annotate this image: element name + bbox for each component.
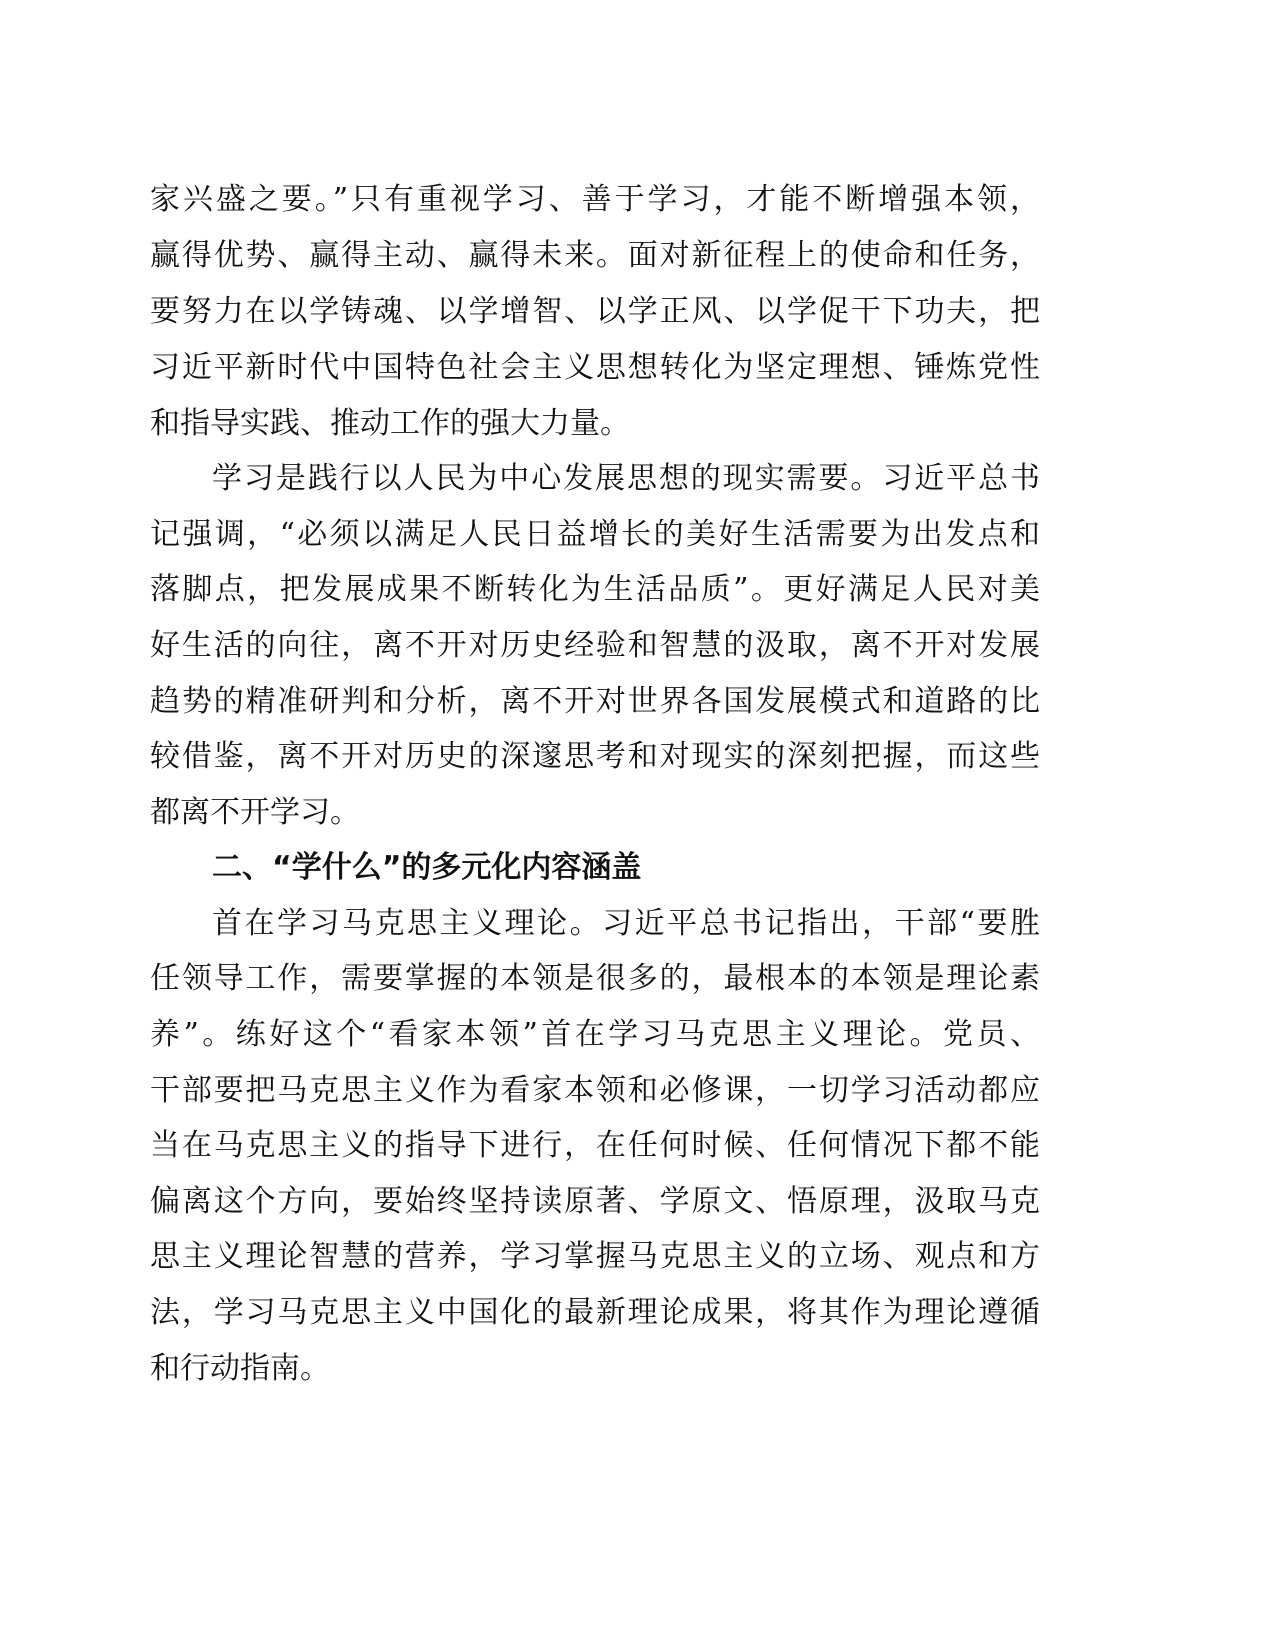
text-line: 和指导实践、推动工作的强大力量。 — [150, 406, 630, 441]
text-line: 落脚点，把发展成果不断转化为生活品质”。更好满足人民对美 — [150, 572, 1040, 607]
text-line: 记强调，“必须以满足人民日益增长的美好生活需要为出发点和 — [150, 517, 1040, 552]
text-line: 首在学习马克思主义理论。习近平总书记指出，干部“要胜 — [212, 906, 1040, 941]
text-line: 学习是践行以人民为中心发展思想的现实需要。习近平总书 — [212, 461, 1040, 496]
text-line: 法，学习马克思主义中国化的最新理论成果，将其作为理论遵循 — [150, 1295, 1040, 1330]
text-line: 和行动指南。 — [150, 1351, 330, 1386]
text-line: 赢得优势、赢得主动、赢得未来。面对新征程上的使命和任务， — [150, 238, 1040, 273]
text-line: 好生活的向往，离不开对历史经验和智慧的汲取，离不开对发展 — [150, 628, 1040, 663]
text-line: 偏离这个方向，要始终坚持读原著、学原文、悟原理，汲取马克 — [150, 1184, 1040, 1219]
text-line: 任领导工作，需要掌握的本领是很多的，最根本的本领是理论素 — [150, 961, 1040, 996]
text-line: 要努力在以学铸魂、以学增智、以学正风、以学促干下功夫，把 — [150, 294, 1040, 329]
text-line: 趋势的精准研判和分析，离不开对世界各国发展模式和道路的比 — [150, 684, 1040, 719]
text-line: 干部要把马克思主义作为看家本领和必修课，一切学习活动都应 — [150, 1073, 1040, 1108]
text-line: 养”。练好这个“看家本领”首在学习马克思主义理论。党员、 — [150, 1017, 1040, 1052]
section-heading: 二、“学什么”的多元化内容涵盖 — [212, 850, 642, 885]
text-line: 都离不开学习。 — [150, 795, 360, 830]
text-line: 习近平新时代中国特色社会主义思想转化为坚定理想、锤炼党性 — [150, 350, 1040, 385]
text-line: 较借鉴，离不开对历史的深邃思考和对现实的深刻把握，而这些 — [150, 739, 1040, 774]
text-line: 家兴盛之要。”只有重视学习、善于学习，才能不断增强本领， — [150, 182, 1040, 217]
text-line: 当在马克思主义的指导下进行，在任何时候、任何情况下都不能 — [150, 1128, 1040, 1163]
text-line: 思主义理论智慧的营养，学习掌握马克思主义的立场、观点和方 — [150, 1239, 1040, 1274]
